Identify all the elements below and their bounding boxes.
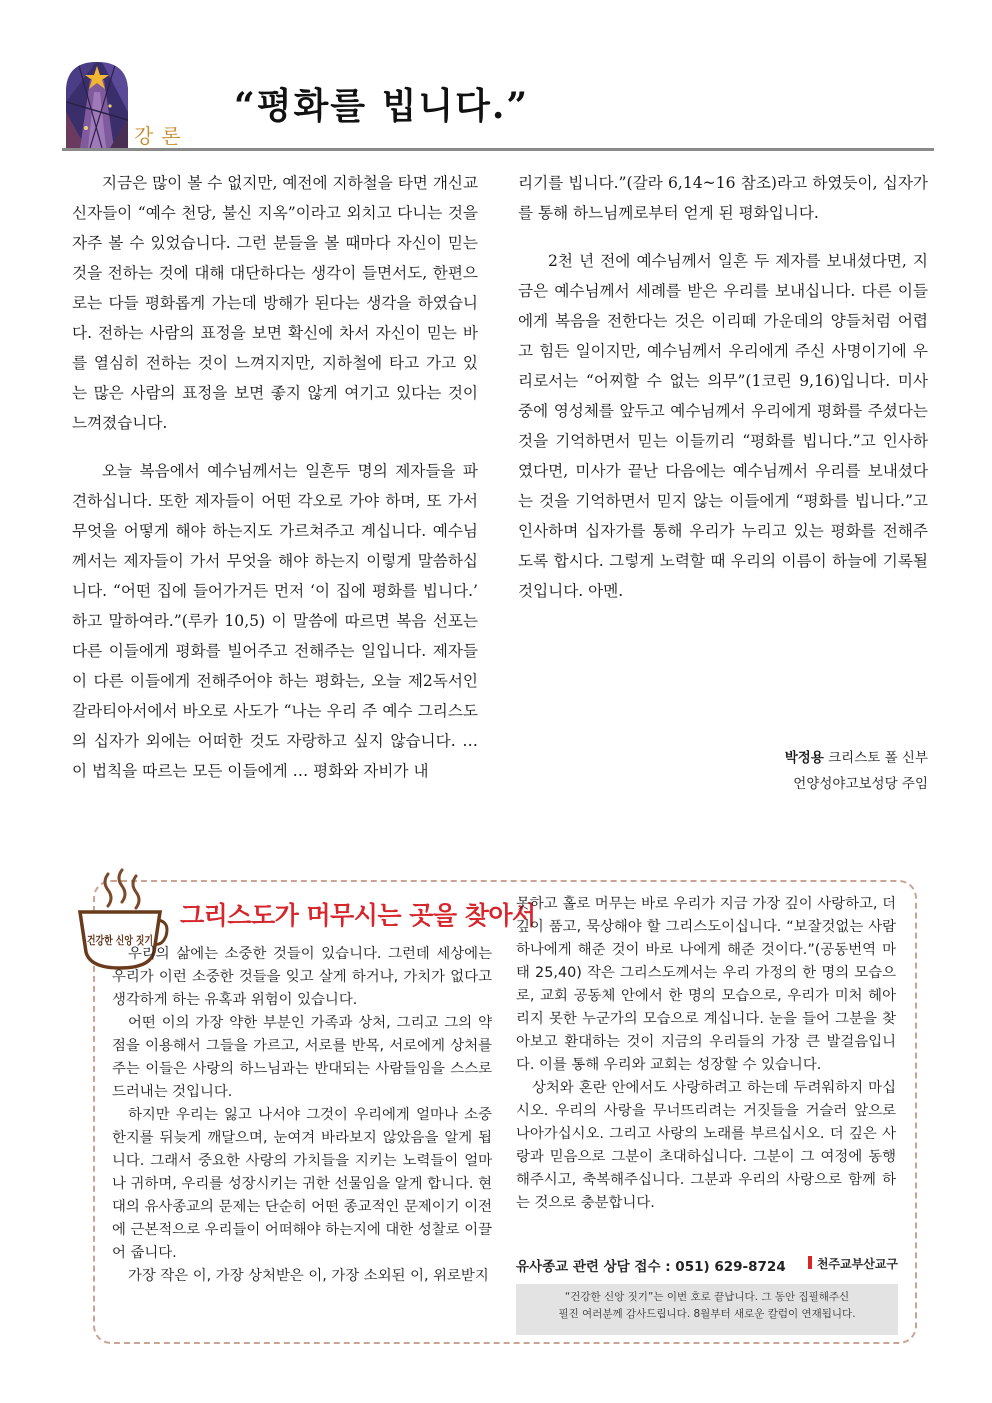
notice-line: 필진 여러분께 감사드립니다. 8월부터 새로운 칼럼이 연재됩니다.: [558, 1308, 856, 1320]
sermon-paragraph: 오늘 복음에서 예수님께서는 일흔두 명의 제자들을 파견하십니다. 또한 제자들이 어떤 각오로 가야 하며, 또 가서 무엇을 어떻게 해야 하는지도 가르쳐주고 계십니다. 예수님께서는 제자들이 가서 무엇을 해야 하는지 이렇게 말씀하십니다. “어떤 집에 들어가거든 먼저 ‘이 집에 평화를 빕니다.’ 하고 말하여라.”(루카 10,5) 이 말씀에 따르면 복음 선포는 다른 이들에게 평화를 빌어주고 전해주는 일입니다. 제자들이 다른 이들에게 전해주어야 하는 평화는, 오늘 제2독서인 갈라티아서에서 바오로 사도가 “나는 우리 주 예수 그리스도의 십자가 외에는 어떠한 것도 자랑하고 싶지 않습니다. … 이 법칙을 따르는 모든 이들에게 … 평화와 자비가 내: [72, 462, 478, 780]
section-label: 강론: [134, 124, 189, 148]
sermon-right-column: [518, 168, 928, 624]
logo-text: 건강한 신앙 짓기: [87, 934, 170, 947]
column-title: 그리스도가 머무시는 곳을 찾아서: [180, 901, 536, 930]
column-left-text: [112, 943, 492, 1288]
author-title: 크리스토 폴 신부: [828, 750, 928, 766]
author-signature: [518, 745, 928, 797]
sermon-paragraph: 2천 년 전에 예수님께서 일흔 두 제자를 보내셨다면, 지금은 예수님께서 세례를 받은 우리를 보내십니다. 다른 이들에게 복음을 전한다는 것은 이리떼 가운데의 양들처럼 어렵고 힘든 일이지만, 예수님께서 우리에게 주신 사명이기에 우리로서는 “어찌할 수 없는 의무”(1코린 9,16)입니다. 미사 중에 영성체를 앞두고 예수님께서 우리에게 평화를 주셨다는 것을 기억하면서 믿는 이들끼리 “평화를 빕니다.”고 인사하였다면, 미사가 끝난 다음에는 예수님께서 우리를 보내셨다는 것을 기억하면서 믿지 않는 이들에게 “평화를 빕니다.”고 인사하며 십자가를 통해 우리가 누리고 있는 평화를 전해주도록 합시다. 그렇게 노력할 때 우리의 이름이 하늘에 기록될 것입니다. 아멘.: [518, 252, 928, 600]
contact-line: [516, 1255, 898, 1275]
sermon-paragraph: 지금은 많이 볼 수 없지만, 예전에 지하철을 타면 개신교 신자들이 “예수 천당, 불신 지옥”이라고 외치고 다니는 것을 자주 볼 수 있었습니다. 그런 분들을 볼 때마다 자신이 믿는 것을 전하는 것에 대해 대단하다는 생각이 들면서도, 한편으로는 다들 평화롭게 가는데 방해가 된다는 생각을 하였습니다. 전하는 사람의 표정을 보면 확신에 차서 자신이 믿는 바를 열심히 전하는 것이 느껴지지만, 지하철에 타고 가고 있는 많은 사람의 표정을 보면 좋지 않게 여기고 있다는 것이 느껴졌습니다.: [72, 174, 479, 432]
column-paragraph: 어떤 이의 가장 약한 부분인 가족과 상처, 그리고 그의 약점을 이용해서 그들을 가르고, 서로를 반목, 서로에게 상처를 주는 이들은 사랑의 하느님과는 반대되는 사람들임을 스스로 드러내는 것입니다.: [112, 1015, 492, 1100]
sermon-left-column: [72, 168, 478, 804]
page-header: [62, 60, 934, 152]
column-notice: [516, 1284, 898, 1335]
column-paragraph: 상처와 혼란 안에서도 사랑하려고 하는데 두려워하지 마십시오. 우리의 사랑을 무너뜨리려는 거짓들을 거슬러 앞으로 나아가십시오. 그리고 사랑의 노래를 부르십시오. 더 깊은 사랑과 믿음으로 그분이 초대하십니다. 그분이 그 여정에 동행해주시고, 축복해주십니다. 그분과 우리의 사랑으로 함께 하는 것으로 충분합니다.: [516, 1080, 896, 1211]
column-paragraph: 하지만 우리는 잃고 나서야 그것이 우리에게 얼마나 소중한지를 뒤늦게 깨달으며, 눈여겨 바라보지 않았음을 알게 됩니다. 그래서 중요한 사랑의 가치들을 지키는 노력들이 얼마나 귀하며, 우리를 성장시키는 귀한 선물임을 알게 합니다. 현대의 유사종교의 문제는 단순히 어떤 종교적인 문제이기 이전에 근본적으로 우리들이 어떠해야 하는지에 대한 성찰로 이끌어 줍니다.: [112, 1107, 492, 1261]
column-paragraph: 못하고 홀로 머무는 바로 우리가 지금 가장 깊이 사랑하고, 더 깊이 품고, 묵상해야 할 그리스도이십니다. “보잘것없는 사람 하나에게 해준 것이 바로 나에게 해준 것이다.”(공동번역 마태 25,40) 작은 그리스도께서는 우리 가정의 한 명의 모습으로, 교회 공동체 안에서 한 명의 모습으로, 우리가 미처 헤아리지 못한 누군가의 모습으로 계십니다. 눈을 들어 그분을 찾아보고 환대하는 것이 지금의 우리들의 가장 큰 발걸음입니다. 이를 통해 우리와 교회는 성장할 수 있습니다.: [516, 896, 896, 1073]
sermon-paragraph: 리기를 빕니다.”(갈라 6,14~16 참조)라고 하였듯이, 십자가를 통해 하느님께로부터 얻게 된 평화입니다.: [518, 174, 928, 222]
diocese-label: 천주교부산교구: [808, 1255, 898, 1272]
column-paragraph: 우리의 삶에는 소중한 것들이 있습니다. 그런데 세상에는 우리가 이런 소중한 것들을 잊고 살게 하거나, 가치가 없다고 생각하게 하는 유혹과 위험이 있습니다.: [112, 946, 492, 1008]
stained-glass-emblem-icon: [66, 62, 128, 148]
header-divider: [62, 148, 934, 151]
column-right-text: [516, 893, 896, 1215]
column-paragraph: 가장 작은 이, 가장 상처받은 이, 가장 소외된 이, 위로받지: [128, 1268, 489, 1284]
notice-line: “건강한 신앙 짓기”는 이번 호로 끝납니다. 그 동안 집필해주신: [564, 1291, 850, 1303]
contact-info: 유사종교 관련 상담 접수 : 051) 629-8724: [516, 1259, 786, 1275]
author-name: 박정용: [784, 750, 824, 766]
author-parish: 언양성야고보성당 주임: [793, 776, 928, 792]
page-title: “평화를 빕니다.”: [234, 85, 530, 127]
author-line: [518, 745, 928, 771]
